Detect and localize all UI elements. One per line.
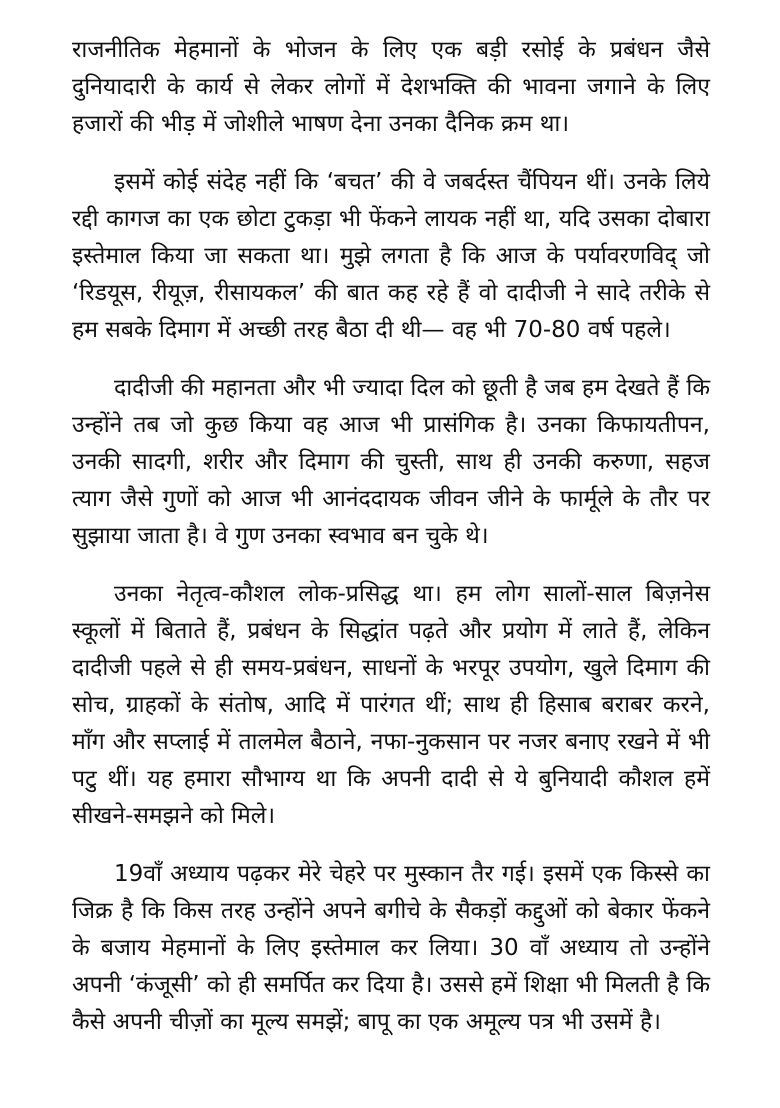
paragraph-3: दादीजी की महानता और भी ज्यादा दिल को छूती है जब हम देखते हैं कि उन्होंने तब जो कुछ किया वह आज भी प्रासंगिक है। उनका किफायतीपन, उनकी सादगी, शरीर और दिमाग की चुस्ती, साथ ही उनकी करुणा, सहज त्याग जैसे गुणों को आज भी आनंददायक जीवन जीने के फार्मूले के तौर पर सुझाया जाता है। वे गुण उनका स्वभाव बन चुके थे। [72,375,710,549]
paragraph-5: 19वाँ अध्याय पढ़कर मेरे चेहरे पर मुस्कान तैर गई। इसमें एक किस्से का जिक्र है कि किस तरह उन्होंने अपने बगीचे के सैकड़ों कद्दुओं को बेकार फेंकने के बजाय मेहमानों के लिए इस्तेमाल कर लिया। 30 वाँ अध्याय तो उन्होंने अपनी ‘कंजूसी’ को ही समर्पित कर दिया है। उससे हमें शिक्षा भी मिलती है कि कैसे अपनी चीज़ों का मूल्य समझें; बापू का एक अमूल्य पत्र भी उसमें है। [72,861,710,1035]
paragraph-4: उनका नेतृत्व-कौशल लोक-प्रसिद्ध था। हम लोग सालों-साल बिज़नेस स्कूलों में बिताते हैं, प्रबंधन के सिद्धांत पढ़ते और प्रयोग में लाते हैं, लेकिन दादीजी पहले से ही समय-प्रबंधन, साधनों के भरपूर उपयोग, खुले दिमाग की सोच, ग्राहकों के संतोष, आदि में पारंगत थीं; साथ ही हिसाब बराबर करने, माँग और सप्लाई में तालमेल बैठाने, नफा-नुकसान पर नजर बनाए रखने में भी पटु थीं। यह हमारा सौभाग्य था कि अपनी दादी से ये बुनियादी कौशल हमें सीखने-समझने को मिले। [72,581,710,829]
document-page [72,32,710,1041]
paragraph-2: इसमें कोई संदेह नहीं कि ‘बचत’ की वे जबर्दस्त चैंपियन थीं। उनके लिये रद्दी कागज का एक छोटा टुकड़ा भी फेंकने लायक नहीं था, यदि उसका दोबारा इस्तेमाल किया जा सकता था। मुझे लगता है कि आज के पर्यावरणविद् जो ‘रिडयूस, रीयूज़, रीसायकल’ की बात कह रहे हैं वो दादीजी ने सादे तरीके से हम सबके दिमाग में अच्छी तरह बैठा दी थी— वह भी 70-80 वर्ष पहले। [72,169,710,343]
paragraph-1: राजनीतिक मेहमानों के भोजन के लिए एक बड़ी रसोई के प्रबंधन जैसे दुनियादारी के कार्य से लेकर लोगों में देशभक्ति की भावना जगाने के लिए हजारों की भीड़ में जोशीले भाषण देना उनका दैनिक क्रम था। [72,37,710,137]
